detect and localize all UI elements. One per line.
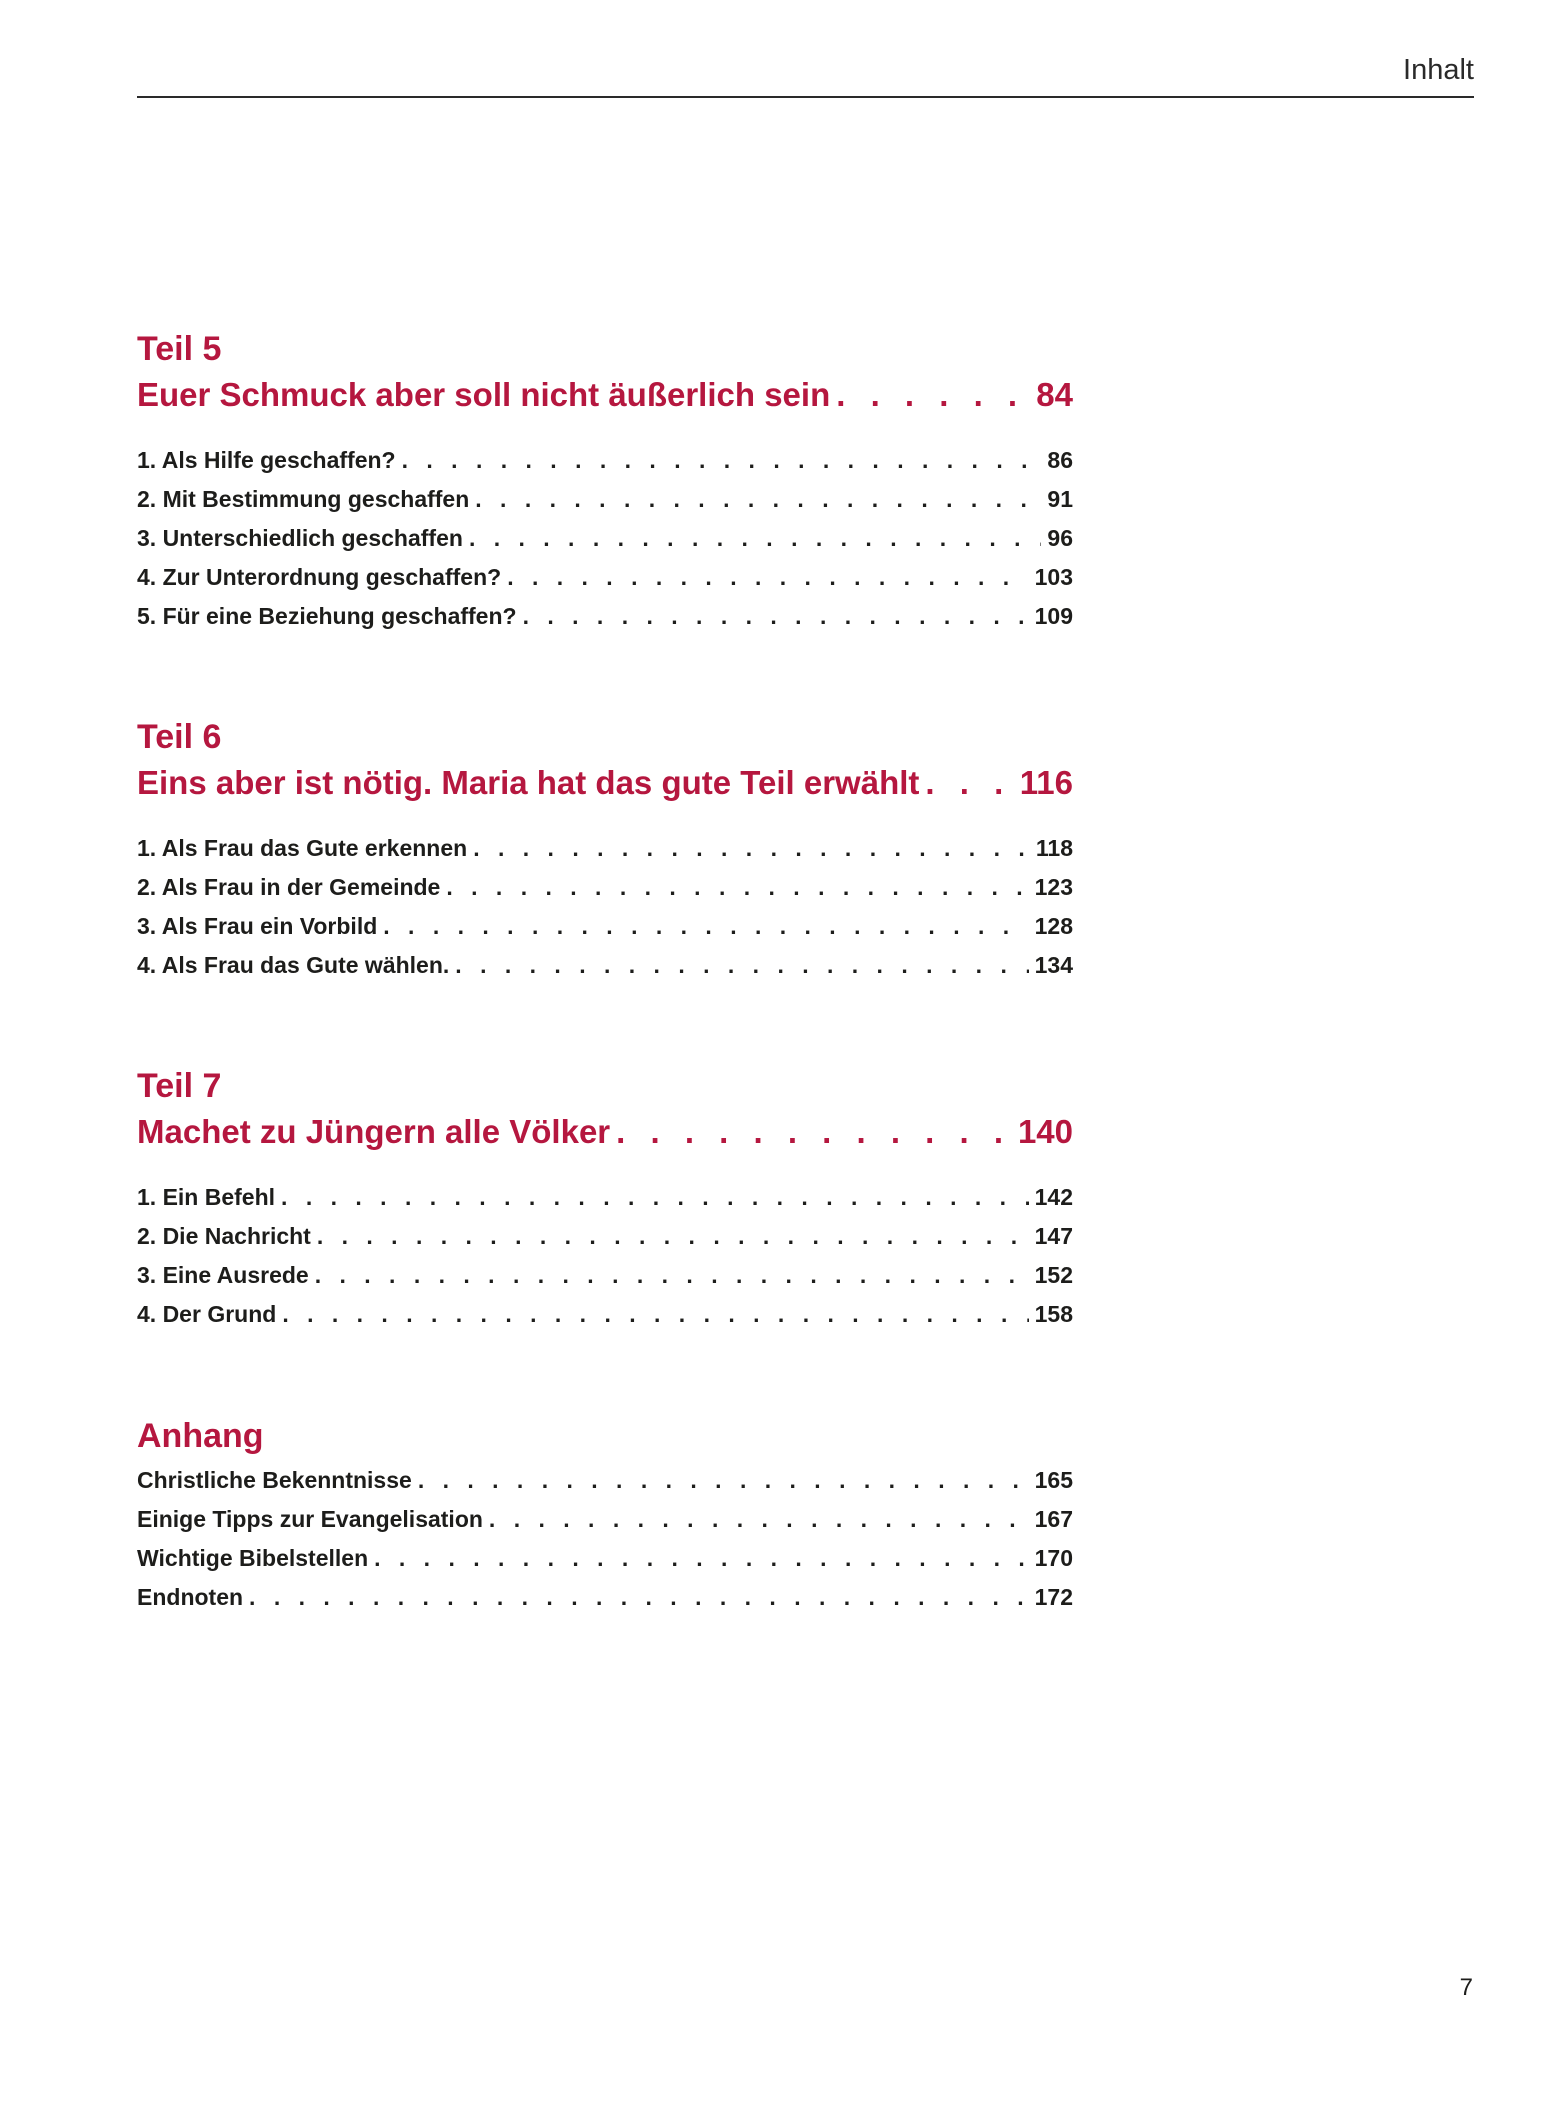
toc-entry[interactable] <box>137 1295 1073 1334</box>
entry-page-number: 103 <box>1034 564 1073 590</box>
toc-entry[interactable] <box>137 1500 1073 1539</box>
toc-entry[interactable] <box>137 1461 1073 1500</box>
toc-entry[interactable] <box>137 1178 1073 1217</box>
entry-title: 4. Zur Unterordnung geschaffen? <box>137 564 502 590</box>
entry-page-number: 118 <box>1035 835 1073 861</box>
entry-title: 3. Eine Ausrede <box>137 1262 309 1288</box>
part-title-entry[interactable] <box>137 760 1073 806</box>
dot-leader <box>523 597 1029 636</box>
entry-page-number: 152 <box>1034 1262 1073 1288</box>
entry-page-number: 172 <box>1034 1584 1073 1610</box>
toc-entry[interactable] <box>137 480 1073 519</box>
dot-leader <box>925 760 1013 806</box>
part-title-entry[interactable] <box>137 1109 1073 1155</box>
entry-title: 1. Als Hilfe geschaffen? <box>137 447 396 473</box>
toc-entry[interactable] <box>137 1578 1073 1617</box>
part-title-entry[interactable] <box>137 372 1073 418</box>
dot-leader <box>455 946 1028 985</box>
dot-leader <box>315 1256 1029 1295</box>
entry-title: Endnoten <box>137 1584 244 1610</box>
dot-leader <box>507 558 1028 597</box>
entry-page-number: 142 <box>1034 1184 1073 1210</box>
entry-page-number: 170 <box>1034 1545 1073 1571</box>
dot-leader <box>418 1461 1029 1500</box>
part-label: Teil 5 <box>137 330 222 368</box>
dot-leader <box>473 829 1030 868</box>
part-page-number: 84 <box>1036 376 1073 413</box>
dot-leader <box>282 1295 1028 1334</box>
running-head-title: Inhalt <box>1403 54 1474 86</box>
entry-page-number: 147 <box>1034 1223 1073 1249</box>
toc-section-teil-6 <box>137 714 1073 985</box>
part-page-number: 116 <box>1019 764 1073 801</box>
chapter-list <box>137 829 1073 985</box>
entry-page-number: 158 <box>1034 1301 1073 1327</box>
toc-entry[interactable] <box>137 558 1073 597</box>
toc-section-teil-5 <box>137 326 1073 636</box>
entry-title: 4. Der Grund <box>137 1301 277 1327</box>
toc-section-teil-7 <box>137 1063 1073 1334</box>
entry-title: Christliche Bekenntnisse <box>137 1467 412 1493</box>
part-page-number: 140 <box>1017 1113 1073 1150</box>
part-title: Machet zu Jüngern alle Völker <box>137 1113 611 1150</box>
dot-leader <box>281 1178 1029 1217</box>
part-label: Teil 7 <box>137 1067 222 1105</box>
entry-page-number: 86 <box>1047 447 1073 473</box>
entry-page-number: 123 <box>1034 874 1073 900</box>
running-head <box>137 50 1474 98</box>
entry-title: 1. Ein Befehl <box>137 1184 276 1210</box>
toc-entry[interactable] <box>137 868 1073 907</box>
toc-entry[interactable] <box>137 1539 1073 1578</box>
toc-entry[interactable] <box>137 1256 1073 1295</box>
entry-page-number: 134 <box>1034 952 1073 978</box>
entry-title: 2. Mit Bestimmung geschaffen <box>137 486 470 512</box>
entry-title: 3. Als Frau ein Vorbild <box>137 913 378 939</box>
toc-section-anhang <box>137 1413 1073 1617</box>
appendix-list <box>137 1461 1073 1617</box>
entry-page-number: 128 <box>1034 913 1073 939</box>
dot-leader <box>489 1500 1029 1539</box>
entry-title: Einige Tipps zur Evangelisation <box>137 1506 483 1532</box>
toc-entry[interactable] <box>137 597 1073 636</box>
dot-leader <box>383 907 1028 946</box>
entry-title: 3. Unterschiedlich geschaffen <box>137 525 463 551</box>
entry-page-number: 165 <box>1034 1467 1073 1493</box>
page-number: 7 <box>1459 1974 1473 2001</box>
part-label: Teil 6 <box>137 718 222 756</box>
entry-page-number: 167 <box>1034 1506 1073 1532</box>
chapter-list <box>137 1178 1073 1334</box>
entry-title: 4. Als Frau das Gute wählen. <box>137 952 450 978</box>
entry-title: 2. Die Nachricht <box>137 1223 311 1249</box>
entry-title: 2. Als Frau in der Gemeinde <box>137 874 441 900</box>
entry-title: 5. Für eine Beziehung geschaffen? <box>137 603 517 629</box>
dot-leader <box>249 1578 1029 1617</box>
entry-title: Wichtige Bibelstellen <box>137 1545 369 1571</box>
dot-leader <box>836 372 1030 418</box>
dot-leader <box>402 441 1042 480</box>
toc-entry[interactable] <box>137 907 1073 946</box>
dot-leader <box>374 1539 1029 1578</box>
entry-title: 1. Als Frau das Gute erkennen <box>137 835 468 861</box>
dot-leader <box>317 1217 1029 1256</box>
part-title: Euer Schmuck aber soll nicht äußerlich sein <box>137 376 831 413</box>
chapter-list <box>137 441 1073 636</box>
entry-page-number: 91 <box>1047 486 1073 512</box>
dot-leader <box>616 1109 1012 1155</box>
part-title: Eins aber ist nötig. Maria hat das gute Teil erwählt <box>137 764 920 801</box>
entry-page-number: 109 <box>1034 603 1073 629</box>
part-label: Anhang <box>137 1417 264 1455</box>
dot-leader <box>446 868 1028 907</box>
toc-entry[interactable] <box>137 441 1073 480</box>
toc-entry[interactable] <box>137 519 1073 558</box>
toc-entry[interactable] <box>137 829 1073 868</box>
dot-leader <box>475 480 1041 519</box>
dot-leader <box>469 519 1041 558</box>
toc-entry[interactable] <box>137 1217 1073 1256</box>
entry-page-number: 96 <box>1047 525 1073 551</box>
toc-entry[interactable] <box>137 946 1073 985</box>
